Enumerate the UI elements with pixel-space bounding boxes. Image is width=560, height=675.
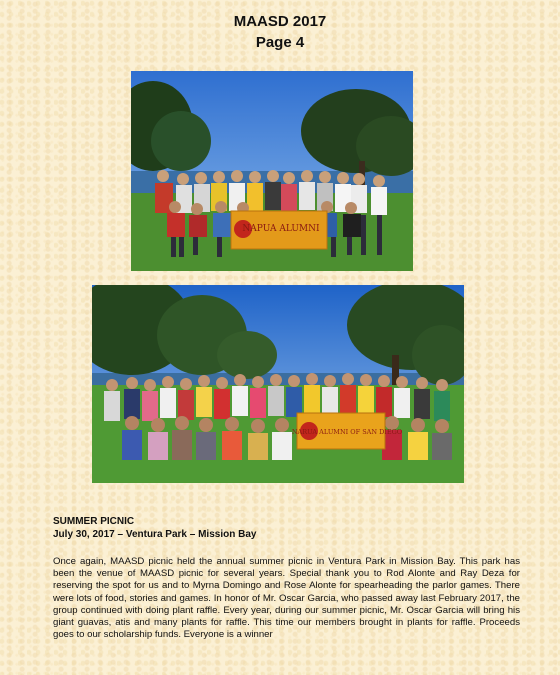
banner-2-text: NARUA ALUMNI OF SAN DIEGO (291, 428, 403, 436)
article-body: Once again, MAASD picnic held the annual summer picnic in Ventura Park in Mission Bay. This park has been the venue of MAASD picnic for several years. Special thank you to Rod Alonte and Ray Deza for reserving the spot for us and to Myrna Domingo and Rose Alonte for spearheading the parlor games. There were lots of food, stories and games. In honor of Mr. Oscar Garcia, who passed away last February 2017, the group continued with doing plant raffle. Every year, during our summer picnic, Mr. Oscar Garcia will bring his giant guavas, atis and many plants for raffle. This time our members brought in plants for raffle. Proceeds goes to our scholarship funds. Everyone is a winner (53, 556, 520, 641)
page-number: Page 4 (255, 34, 305, 51)
group-photo-1 (131, 71, 413, 271)
article-title: SUMMER PICNIC (53, 516, 135, 527)
group-photo-2 (92, 285, 464, 483)
article-date-line: July 30, 2017 – Ventura Park – Mission Bay (53, 529, 257, 540)
page-title: MAASD 2017 (233, 13, 327, 30)
banner-1-text: NAPUA ALUMNI (242, 224, 320, 234)
